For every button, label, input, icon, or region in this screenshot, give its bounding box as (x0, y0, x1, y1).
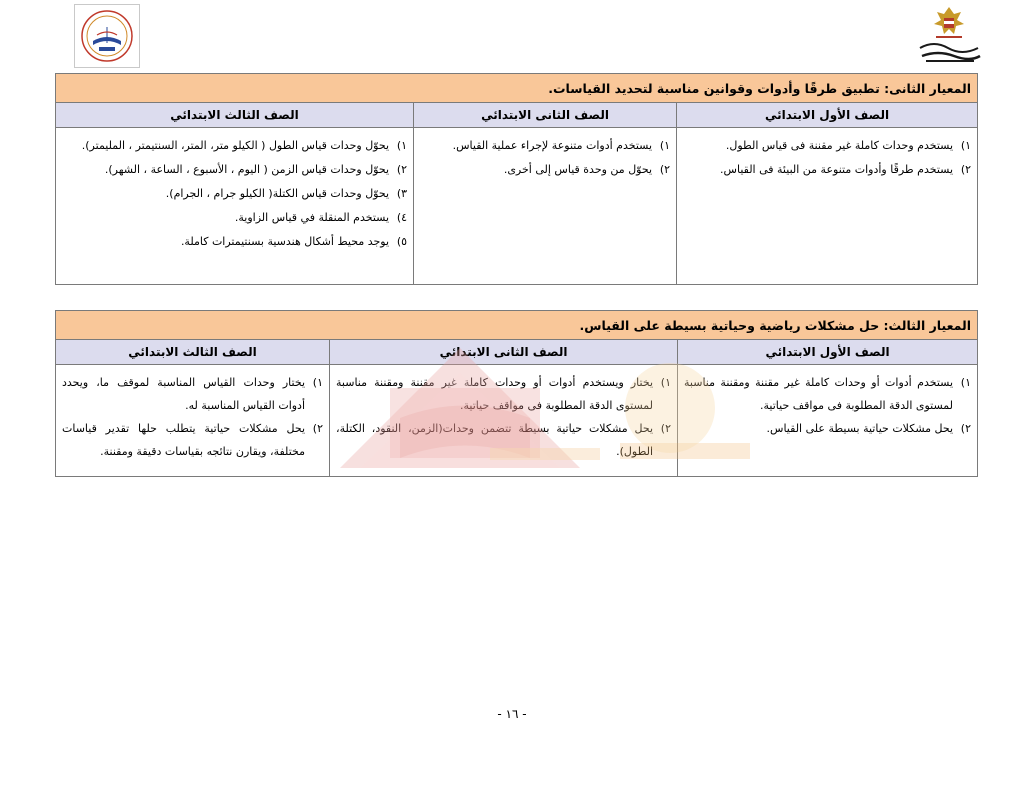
institution-logo (74, 4, 140, 68)
standard-two-table (55, 73, 978, 285)
book-logo-icon (75, 5, 139, 67)
list-item: ٣) يحوّل وحدات قياس الكتلة( الكيلو جرام ، الجرام). (165, 187, 408, 200)
list-item: ١) يستخدم أدوات أو وحدات كاملة غير مقننة ومقننة مناسبة لمستوى الدقة المطلوبة فى مواقف حياتية. (684, 376, 972, 412)
page-number: - ١٦ - (497, 707, 527, 721)
list-item: ٢) يحل مشكلات حياتية يتطلب حلها تقدير قياسات مختلفة، ويقارن نتائجه بقياسات دقيقة ومقننة. (62, 422, 324, 458)
grade-two-header: الصف الثانى الابتدائي (414, 103, 677, 128)
standard-three-table (55, 310, 978, 477)
list-item: ٢) يحوّل وحدات قياس الزمن ( اليوم ، الأسبوع ، الساعة ، الشهر). (104, 163, 408, 176)
eagle-emblem-icon (914, 4, 984, 68)
grade-one-header: الصف الأول الابتدائي (678, 340, 978, 365)
standard-three-title: المعيار الثالث: حل مشكلات رياضية وحياتية بسيطة على القياس. (56, 311, 978, 340)
grade-one-outcomes (678, 365, 978, 477)
grade-three-outcomes (56, 365, 330, 477)
grade-two-header: الصف الثانى الابتدائي (330, 340, 678, 365)
list-item: ٢) يحوّل من وحدة قياس إلى أخرى. (503, 163, 671, 176)
list-item: ١) يحوّل وحدات قياس الطول ( الكيلو متر، المتر، السنتيمتر ، المليمتر). (81, 139, 408, 152)
list-item: ٥) يوجد محيط أشكال هندسية بسنتيمترات كاملة. (180, 235, 408, 248)
grade-two-outcomes (414, 128, 677, 285)
grade-three-header: الصف الثالث الابتدائي (56, 340, 330, 365)
list-item: ١) يختار ويستخدم أدوات أو وحدات كاملة غير مقننة ومقننة مناسبة لمستوى الدقة المطلوبة فى مواقف حياتية. (336, 376, 672, 412)
list-item: ٤) يستخدم المنقلة في قياس الزاوية. (234, 211, 408, 224)
list-item: ٢) يحل مشكلات حياتية بسيطة تتضمن وحدات(الزمن، النقود، الكتلة، الطول). (336, 422, 672, 458)
standard-two-title: المعيار الثانى: تطبيق طرقًا وأدوات وقوانين مناسبة لتحديد القياسات. (56, 74, 978, 103)
list-item: ١) يستخدم أدوات متنوعة لإجراء عملية القياس. (452, 139, 671, 152)
list-item: ٢) يحل مشكلات حياتية بسيطة على القياس. (766, 422, 972, 435)
grade-one-header: الصف الأول الابتدائي (677, 103, 978, 128)
ministry-emblem (914, 4, 984, 68)
grade-three-header: الصف الثالث الابتدائي (56, 103, 414, 128)
grade-two-outcomes (330, 365, 678, 477)
list-item: ١) يستخدم وحدات كاملة غير مقننة فى قياس الطول. (725, 139, 972, 152)
list-item: ١) يختار وحدات القياس المناسبة لموقف ما، ويحدد أدوات القياس المناسبة له. (62, 376, 324, 412)
grade-one-outcomes (677, 128, 978, 285)
grade-three-outcomes (56, 128, 414, 285)
list-item: ٢) يستخدم طرقًا وأدوات متنوعة من البيئة فى القياس. (720, 163, 972, 176)
